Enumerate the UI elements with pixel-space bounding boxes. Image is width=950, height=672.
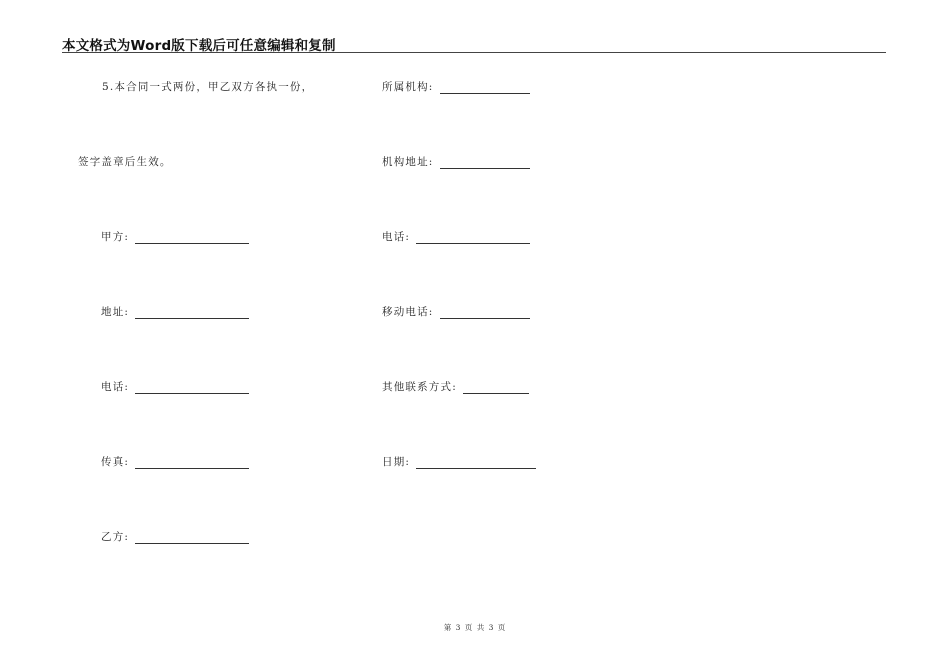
field-label: 地址: bbox=[101, 306, 130, 318]
fax-field bbox=[101, 454, 249, 469]
date-field bbox=[382, 454, 536, 469]
phone-field-right bbox=[382, 229, 530, 244]
field-label: 移动电话: bbox=[382, 306, 434, 318]
field-label: 传真: bbox=[101, 456, 130, 468]
field-label: 所属机构: bbox=[382, 81, 434, 93]
organization-field bbox=[382, 79, 530, 94]
field-label: 甲方: bbox=[101, 231, 130, 243]
header-title: 本文格式为Word版下载后可任意编辑和复制 bbox=[62, 38, 336, 54]
clause-line-1: 5.本合同一式两份，甲乙双方各执一份， bbox=[102, 81, 314, 93]
fax-blank bbox=[135, 458, 249, 469]
field-label: 电话: bbox=[382, 231, 411, 243]
field-label: 日期: bbox=[382, 456, 411, 468]
header-divider bbox=[62, 52, 886, 53]
party-a-blank bbox=[135, 233, 249, 244]
field-label: 电话: bbox=[101, 381, 130, 393]
date-blank bbox=[416, 458, 536, 469]
address-blank bbox=[135, 308, 249, 319]
party-a-field bbox=[101, 229, 249, 244]
field-label: 其他联系方式: bbox=[382, 381, 457, 393]
field-label: 乙方: bbox=[101, 531, 130, 543]
phone-field-left bbox=[101, 379, 249, 394]
address-field bbox=[101, 304, 249, 319]
org-address-blank bbox=[440, 158, 530, 169]
mobile-phone-blank bbox=[440, 308, 530, 319]
org-address-field bbox=[382, 154, 530, 169]
clause-line-2: 签字盖章后生效。 bbox=[78, 156, 172, 168]
other-contact-blank bbox=[463, 383, 529, 394]
organization-blank bbox=[440, 83, 530, 94]
page-number: 第 3 页 共 3 页 bbox=[443, 623, 507, 632]
other-contact-field bbox=[382, 379, 529, 394]
party-b-field bbox=[101, 529, 249, 544]
phone-blank-right bbox=[416, 233, 530, 244]
phone-blank-left bbox=[135, 383, 249, 394]
party-b-blank bbox=[135, 533, 249, 544]
field-label: 机构地址: bbox=[382, 156, 434, 168]
mobile-phone-field bbox=[382, 304, 530, 319]
